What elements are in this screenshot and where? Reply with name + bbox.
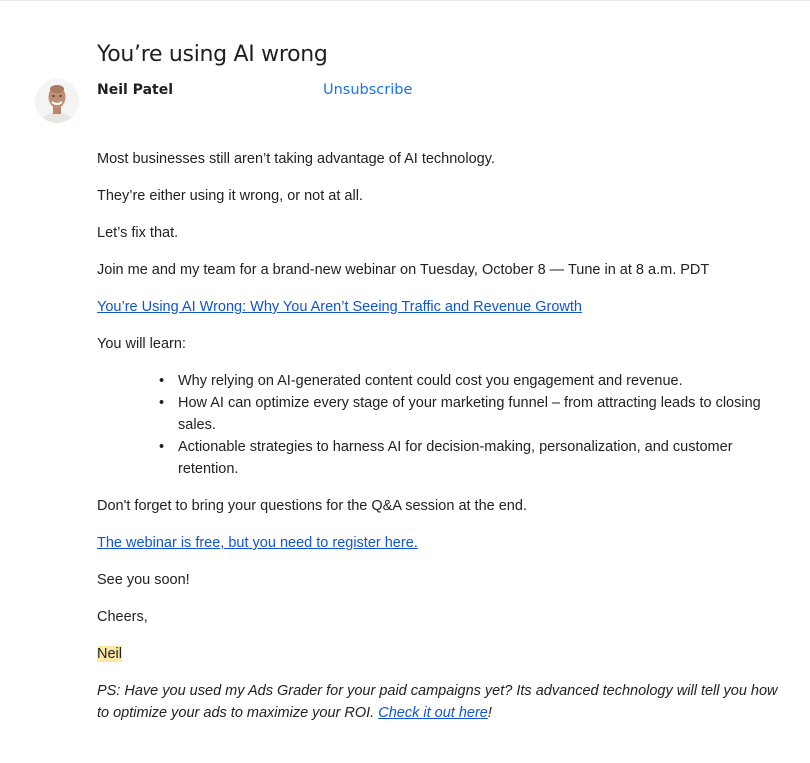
ps-paragraph	[97, 680, 787, 724]
paragraph: You will learn:	[97, 336, 186, 352]
webinar-link[interactable]: You’re Using AI Wrong: Why You Aren’t Seeing Traffic and Revenue Growth	[97, 299, 582, 315]
list-item-text: Actionable strategies to harness AI for decision-making, personalization, and customer retention.	[178, 439, 733, 477]
bullet-icon: •	[159, 395, 165, 411]
ps-text: PS: Have you used my Ads Grader for your paid campaigns yet? Its advanced technology will tell you how to optimize your ads to maximize your ROI.	[97, 683, 778, 721]
list-item-text: How AI can optimize every stage of your marketing funnel – from attracting leads to closing sales.	[178, 395, 761, 433]
list-item	[159, 370, 787, 392]
list-item-text: Why relying on AI-generated content could cost you engagement and revenue.	[178, 373, 683, 389]
ads-grader-link[interactable]: Check it out here	[378, 705, 488, 721]
email-body	[97, 148, 787, 739]
sender-name: Neil Patel	[97, 82, 174, 98]
signature: Neil	[97, 646, 122, 662]
paragraph: Join me and my team for a brand-new webinar on Tuesday, October 8 — Tune in at 8 a.m. PDT	[97, 262, 710, 278]
bullet-icon: •	[159, 373, 165, 389]
register-link[interactable]: The webinar is free, but you need to register here.	[97, 535, 418, 551]
paragraph: Cheers,	[97, 609, 148, 625]
bullet-icon: •	[159, 439, 165, 455]
list-item	[159, 392, 787, 436]
ps-end: !	[487, 705, 492, 721]
unsubscribe-link[interactable]: Unsubscribe	[323, 82, 413, 98]
paragraph: They’re either using it wrong, or not at all.	[97, 188, 363, 204]
avatar-photo-icon	[35, 79, 79, 123]
list-item	[159, 436, 787, 480]
paragraph: Most businesses still aren’t taking advantage of AI technology.	[97, 151, 495, 167]
paragraph: See you soon!	[97, 572, 190, 588]
top-divider	[0, 0, 810, 1]
paragraph: Let’s fix that.	[97, 225, 179, 241]
paragraph: Don't forget to bring your questions for the Q&A session at the end.	[97, 498, 527, 514]
email-subject: You’re using AI wrong	[97, 41, 328, 67]
sender-avatar[interactable]	[35, 79, 79, 123]
learn-list	[97, 370, 787, 480]
